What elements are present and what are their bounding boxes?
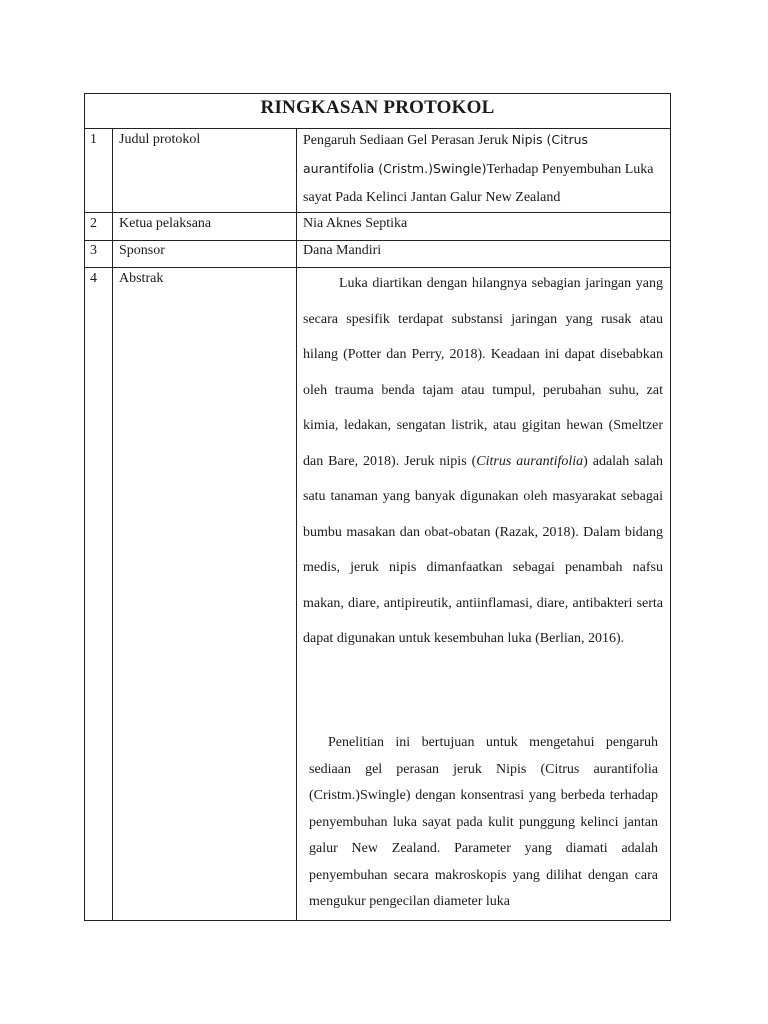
sponsor-value: Dana Mandiri xyxy=(303,243,382,258)
abstract-text: Penelitian ini bertujuan untuk mengetahui pengaruh sediaan gel perasan jeruk Nipis (Citrus aurantifolia (Cristm.)Swingle) dengan konsentrasi yang berbeda terhadap penyembuhan luka sayat pada kulit punggung kelinci jantan galur New Zealand. Parameter yang diamati adalah penyembuhan secara makroskopis yang dilihat dengan cara mengukur pengecilan diameter luka xyxy=(309,735,658,909)
abstract-text: Luka diartikan dengan hilangnya sebagian jaringan yang secara spesifik terdapat substansi jaringan yang rusak atau hilang (Potter dan Perry, 2018). Keadaan ini dapat disebabkan oleh trauma benda tajam atau tumpul, perubahan suhu, zat kimia, ledakan, sengatan listrik, atau gigitan hewan (Smeltzer dan Bare, 2018). Jeruk nipis ( xyxy=(303,276,663,469)
abstract-paragraph-1 xyxy=(303,266,663,657)
column-divider xyxy=(112,128,113,921)
ketua-pelaksana-value: Nia Aknes Septika xyxy=(303,216,408,231)
row-label-ketua: Ketua pelaksana xyxy=(119,216,212,231)
row-number: 3 xyxy=(90,243,97,258)
judul-text-sans: Nipis (Citrus aurantifolia (Cristm.)Swingle) xyxy=(303,132,589,176)
row-number: 4 xyxy=(90,271,97,286)
row-label-judul: Judul protokol xyxy=(119,132,201,147)
column-divider xyxy=(296,128,297,921)
row-label-sponsor: Sponsor xyxy=(119,243,165,258)
abstract-italic-text: Citrus aurantifolia xyxy=(476,453,584,469)
row-divider xyxy=(84,240,671,241)
abstract-text: ) adalah salah satu tanaman yang banyak digunakan oleh masyarakat sebagai bumbu masakan dan obat-obatan (Razak, 2018). Dalam bidang medis, jeruk nipis dimanfaatkan sebagai penambah nafsu makan, diare, antipireutik, antiinflamasi, diare, antibakteri serta dapat digunakan untuk kesembuhan luka (Berlian, 2016). xyxy=(303,453,663,646)
judul-protokol-value xyxy=(303,126,663,212)
judul-text: Terhadap Penyembuhan Luka sayat Pada Kelinci Jantan Galur New Zealand xyxy=(303,162,654,205)
table-title: RINGKASAN PROTOKOL xyxy=(260,97,495,118)
judul-text: Pengaruh Sediaan Gel Perasan Jeruk xyxy=(303,133,512,148)
row-divider xyxy=(84,212,671,213)
row-number: 2 xyxy=(90,216,97,231)
row-label-abstrak: Abstrak xyxy=(119,271,164,286)
row-number: 1 xyxy=(90,132,97,147)
abstract-paragraph-2 xyxy=(309,730,658,916)
